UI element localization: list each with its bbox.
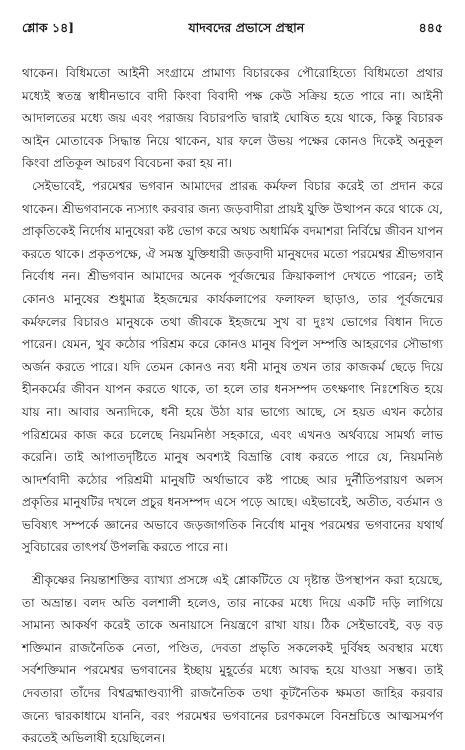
paragraph-2: সেইভাবেই, পরমেশ্বর ভগবান আমাদের প্রারব্ধ কর্মফল বিচার করেই তা প্রদান করে থাকেন। শ্রীভগবানকে ন্যস্যাৎ করবার জন্য জড়বাদীরা প্রায়ই যুক্তি উত্থাপন করে থাকে যে, প্রাকৃতিকেই নির্দোষ মানুষেরা কষ্ট ভোগ করে অথচ অধার্মিক বদমাশরা নির্বিঘ্নে জীবন যাপন করতে থাকে। প্রকৃতপক্ষে, ঐ সমস্ত যুক্তিধারী জড়বাদী মানুষদের মতো পরমেশ্বর শ্রীভগবান নির্বোধ নন। শ্রীভগবান আমাদের অনেক পূর্বজন্মের ক্রিয়াকলাপ দেখতে পারেন; তাই কোনও মানুষের শুধুমাত্র ইহজন্মের কার্যকলাপের ফলাফল ছাড়াও, তার পূর্বজন্মের কর্মফলের বিচারও মানুষকে তথা জীবকে ইহজন্মে সুখ বা দুঃখ ভোগের বিধান দিতে পারেন। যেমন, খুব কঠোর পরিশ্রম করে কোনও মানুষ বিপুল সম্পত্তি আহরণের সৌভাগ্য অর্জন করতে পারে। যদি তেমন কোনও নব্য ধনী মানুষ তখন তার কাজকর্ম ছেড়ে দিয়ে হীনকর্মের জীবন যাপন করতে থাকে, তা হলে তার ধনসম্পদ তৎক্ষণাৎ নিঃশেষিত হয়ে যায় না। আবার অন্যদিকে, ধনী হয়ে উঠা যার ভাগ্যে আছে, সে হয়ত এখন কঠোর পরিশ্রমের কাজ করে চলেছে নিয়মনিষ্ঠা সহকারে, এবং এখনও অর্থব্যয়ে সামর্থ্য লাভ করেনি। তাই আপাতদৃষ্টিতে মানুষ অবশ্যই বিভ্রান্তি বোধ করতে পারে যে, নিয়মনিষ্ঠ আদর্শবাদী কঠোর পরিশ্রমী মানুষটি অর্থাভাবে কষ্ট পাচ্ছে আর দুর্নীতিপরায়ণ অলস প্রকৃতির মানুষটির দখলে প্রচুর ধনসম্পদ এসে পড়ে আছে। এইভাবেই, অতীত, বর্তমান ও ভবিষ্যৎ সম্পর্কে জ্ঞানের অভাবে জড়জাগতিক নির্বোধ মানুষ পরমেশ্বর ভগবানের যথার্থ সুবিচারের তাৎপর্য উপলব্ধি করতে পারে না। — [22, 178, 443, 555]
paragraph-3: শ্রীকৃষ্ণের নিয়ন্তাশক্তির ব্যাখ্যা প্রসঙ্গে এই শ্লোকটিতে যে দৃষ্টান্ত উপস্থাপন করা হয়েছে, তা অভ্রান্ত। বলদ অতি বলশালী হলেও, তার নাকের মধ্যে দিয়ে একটি দড়ি লাগিয়ে সামান্য আকর্ষণ করেই তাকে অনায়াসে নিয়ন্ত্রণে রাখা যায়। ঠিক সেইভাবেই, বড় বড় শক্তিমান রাজনৈতিক নেতা, পণ্ডিত, দেবতা প্রভৃতি সকলেকই দুর্বিষহ অবস্থার মধ্যে সর্বশক্তিমান পরমেশ্বর ভগবানের ইচ্ছায় মুহূর্তের মধ্যে আবদ্ধ হয়ে যাওয়া সম্ভব। তাই দেবতারা তাঁদের বিশ্বব্রহ্মাণ্ডব্যাপী রাজনৈতিক তথা কূটনৈতিক ক্ষমতা জাহির করবার জন্যে দ্বারকাধামে যাননি, বরং পরমেশ্বর ভগবানের চরণকমলে বিনম্রচিত্তে আত্মসমর্পণ করতেই অভিলাষী হয়েছিলেন। — [22, 573, 443, 746]
verse-reference: শ্লোক ১৪] — [22, 20, 75, 35]
paragraph-1: থাকেন। বিধিমতো আইনী সংগ্রামে প্রামাণ্য বিচারকের পৌরোহিত্যে বিধিমতো প্রথার মধ্যেই স্বতন্ত্র স্বাধীনভাবে বাদী কিংবা বিবাদী পক্ষ কেউ সক্রিয় হতে পারে না। আইনী আদালতের মধ্যে জয় এবং পরাজয় বিচারপতি দ্বারাই ঘোষিত হয়ে থাকে, কিন্তু বিচারক আইন মোতাবেক সিদ্ধান্ত নিয়ে থাকেন, যার ফলে উভয় পক্ষের কোনও দিকেই অনুকূল কিংবা প্রতিকূল আচরণ বিবেচনা করা হয় না। — [22, 66, 443, 171]
running-header — [22, 14, 443, 42]
page-number: ৪৪৫ — [418, 20, 443, 35]
purport-text — [22, 62, 443, 750]
chapter-title: যাদবদের প্রভাসে প্রস্থান — [188, 20, 305, 35]
